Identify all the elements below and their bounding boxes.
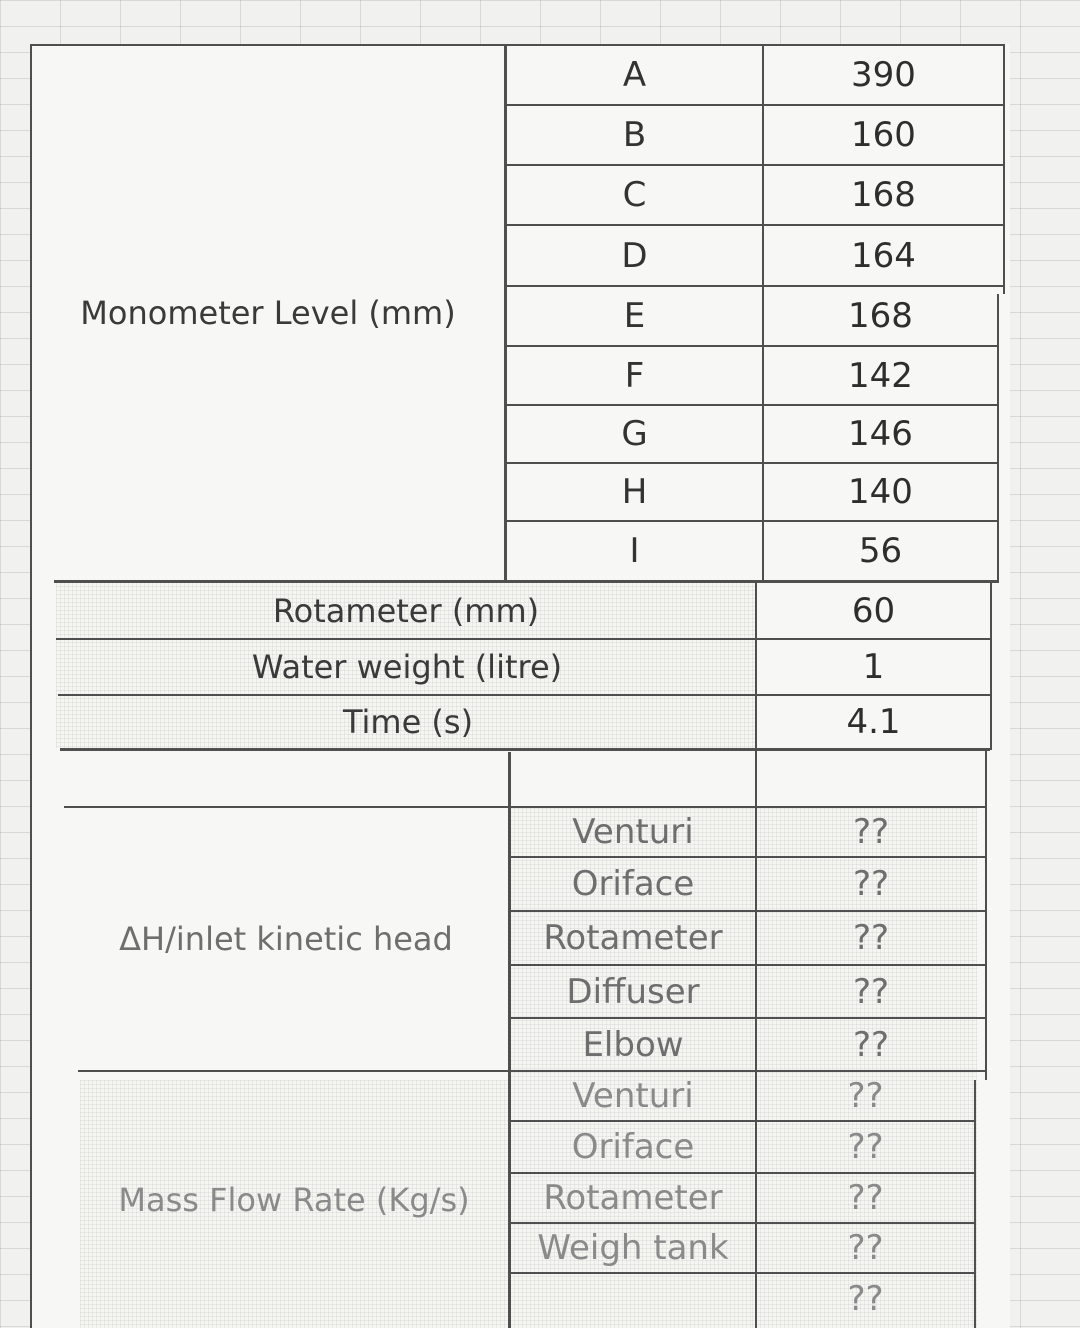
mass-flow-value: ?? [847,1228,884,1268]
manometer-point: I [629,531,640,571]
manometer-value: 160 [851,115,916,155]
mass-flow-device [511,1274,755,1324]
manometer-point: E [623,296,646,336]
row-line-time [60,748,990,751]
mass-flow-value: ?? [847,1076,884,1116]
head-ratio-device: Elbow [582,1024,684,1065]
manometer-value: 164 [851,235,916,276]
manometer-value: 56 [858,531,903,571]
measurement-value: 60 [851,590,896,631]
mass-flow-device: Weigh tank [537,1228,729,1268]
mass-flow-value: ?? [847,1178,884,1218]
head-ratio-value: ?? [852,812,890,852]
head-ratio-device: Diffuser [566,971,700,1012]
manometer-point: D [621,235,648,276]
manometer-value: 168 [848,296,913,336]
border-right-4 [985,750,987,1080]
border-right-2 [997,294,999,580]
manometer-value: 168 [851,175,916,215]
head-ratio-value: ?? [852,971,890,1012]
border-right-1 [1003,44,1005,294]
measurement-label: Time (s) [342,703,474,741]
manometer-value: 140 [848,472,913,512]
manometer-label: Monometer Level (mm) [80,294,456,332]
head-ratio-value: ?? [852,864,890,904]
mass-flow-device: Rotameter [543,1178,723,1218]
head-ratio-device: Rotameter [543,918,723,958]
manometer-point: C [622,175,647,215]
measurement-value: 1 [862,647,885,687]
manometer-point: F [624,355,645,396]
mass-flow-label: Mass Flow Rate (Kg/s) [118,1181,470,1219]
head-ratio-device: Venturi [572,812,694,852]
manometer-value: 390 [851,55,916,95]
border-right-5 [974,1080,976,1328]
manometer-value: 142 [848,355,913,396]
measurement-value: 4.1 [846,702,901,742]
manometer-point: A [622,55,647,95]
manometer-value: 146 [848,414,913,454]
mass-flow-device: Venturi [572,1076,694,1116]
mass-flow-value: ?? [847,1127,884,1167]
measurement-label: Rotameter (mm) [272,591,540,630]
head-ratio-value: ?? [852,918,890,958]
head-ratio-value: ?? [852,1024,890,1065]
manometer-point: H [621,472,648,512]
measurement-label: Water weight (litre) [251,648,563,686]
manometer-point: B [622,115,647,155]
mass-flow-value: ?? [847,1279,884,1319]
manometer-point: G [621,414,648,454]
head-ratio-device: Oriface [571,864,695,904]
border-right-3 [990,580,992,750]
mass-flow-device: Oriface [571,1127,695,1167]
head-ratio-label: ΔH/inlet kinetic head [119,920,453,958]
